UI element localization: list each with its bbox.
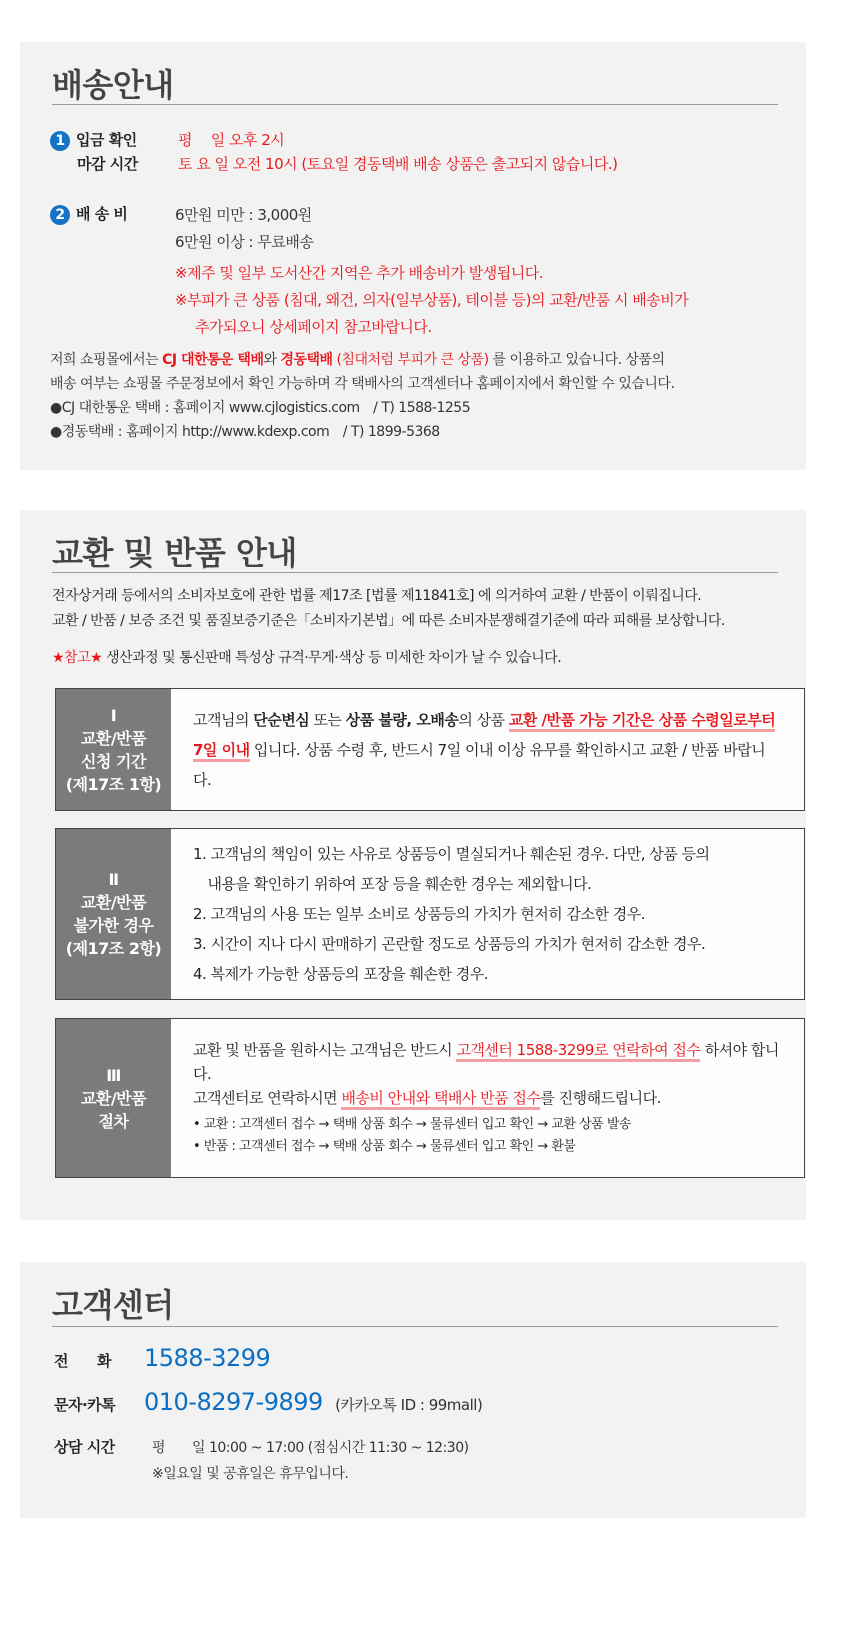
courier-info: 저희 쇼핑몰에서는 CJ 대한통운 택배와 경동택배 (침대처럼 부피가 큰 상품) 를 이용하고 있습니다. 상품의 배송 여부는 쇼핑몰 주문정보에서 확인 가능하며 각 택배사의 고객센터나 홈페이지에서 확인할 수 있습니다. ●CJ 대한통운 택배 : 홈페이지 www.cjlogistics.com / T) 1588-1255 ●경동택배 : 홈페이지 http://www.kdexp.com / T) 1899-5368	[50, 348, 674, 444]
section-title: 고객센터	[52, 1286, 174, 1324]
sms-number[interactable]: 010-8297-9899	[144, 1388, 323, 1416]
list-item: 4. 복제가 가능한 상품등의 포장을 훼손한 경우.	[193, 965, 489, 983]
shipping-section	[20, 42, 806, 470]
section-title: 배송안내	[52, 66, 174, 104]
kd-contact: ●경동택배 : 홈페이지 http://www.kdexp.com / T) 1899-5368	[50, 424, 440, 440]
fee-details: 6만원 미만 : 3,000원 6만원 이상 : 무료배송 ※제주 및 일부 도서산간 지역은 추가 배송비가 발생됩니다. ※부피가 큰 상품 (침대, 왜건, 의자(일부상품), 테이블 등)의 교환/반품 시 배송비가 추가되오니 상세페이지 참고바랍니다.	[175, 206, 689, 336]
exchange-section	[20, 510, 806, 1220]
phone-number[interactable]: 1588-3299	[144, 1344, 271, 1372]
divider	[52, 104, 778, 105]
section-title: 교환 및 반품 안내	[52, 534, 297, 572]
number-1-icon: 1	[50, 131, 70, 151]
divider	[52, 1326, 778, 1327]
box-request-period: Ⅰ 교환/반품 신청 기간 (제17조 1항) 고객님의 단순변심 또는 상품 불량, 오배송의 상품 교환 /반품 가능 기간은 상품 수령일로부터 7일 이내 입니다. 상품 수령 후, 반드시 7일 이내 이상 유무를 확인하시고 교환 / 반품 바랍니다.	[55, 688, 805, 811]
box-procedure: Ⅲ 교환/반품 절차 교환 및 반품을 원하시는 고객님은 반드시 고객센터 1588-3299로 연락하여 접수 하셔야 합니다. 고객센터로 연락하시면 배송비 안내와 택배사 반품 접수를 진행해드립니다. • 교환 : 고객센터 접수 → 택배 상품 회수 → 물류센터 입고 확인 → 교환 상품 발송 • 반품 : 고객센터 접수 → 택배 상품 회수 → 물류센터 입고 확인 → 환불	[55, 1018, 805, 1178]
divider	[52, 572, 778, 573]
list-item: 2. 고객님의 사용 또는 일부 소비로 상품등의 가치가 현저히 감소한 경우.	[193, 905, 645, 923]
list-item: 3. 시간이 지나 다시 판매하기 곤란할 정도로 상품등의 가치가 현저히 감소한 경우.	[193, 935, 706, 953]
fee-label: 2 배 송 비	[50, 202, 127, 226]
deadline-label: 1 입금 확인 마감 시간	[50, 128, 138, 176]
cj-contact: ●CJ 대한통운 택배 : 홈페이지 www.cjlogistics.com / T) 1588-1255	[50, 400, 471, 416]
box-not-allowed: Ⅱ 교환/반품 불가한 경우 (제17조 2항) 1. 고객님의 책임이 있는 사유로 상품등이 멸실되거나 훼손된 경우. 다만, 상품 등의 내용을 확인하기 위하여 포장 등을 훼손한 경우는 제외합니다. 2. 고객님의 사용 또는 일부 소비로 상품등의 가치가 현저히 감소한 경우. 3. 시간이 지나 다시 판매하기 곤란할 정도로 상품등의 가치가 현저히 감소한 경우. 4. 복제가 가능한 상품등의 포장을 훼손한 경우.	[55, 828, 805, 1000]
exchange-intro: 전자상거래 등에서의 소비자보호에 관한 법률 제17조 [법률 제11841호] 에 의거하여 교환 / 반품이 이뤄집니다. 교환 / 반품 / 보증 조건 및 품질보증기준은「소비자기본법」에 따른 소비자분쟁해결기준에 따라 피해를 보상합니다. ★참고★ 생산과정 및 통신판매 특성상 규격·무게·색상 등 미세한 차이가 날 수 있습니다.	[52, 588, 725, 666]
list-item: 1. 고객님의 책임이 있는 사유로 상품등이 멸실되거나 훼손된 경우. 다만, 상품 등의	[193, 845, 710, 863]
support-section: 고객센터 전 화 1588-3299 문자·카톡 010-8297-9899 (카카오톡 ID : 99mall) 상담 시간 평 일 10:00 ~ 17:00 (점심시간 11:30 ~ 12:30) ※일요일 및 공휴일은 휴무입니다.	[20, 1262, 806, 1518]
number-2-icon: 2	[50, 205, 70, 225]
deadline-times: 평 일 오후 2시 토 요 일 오전 10시 (토요일 경동택배 배송 상품은 출고되지 않습니다.)	[178, 131, 618, 173]
list-item: 내용을 확인하기 위하여 포장 등을 훼손한 경우는 제외합니다.	[193, 875, 592, 893]
